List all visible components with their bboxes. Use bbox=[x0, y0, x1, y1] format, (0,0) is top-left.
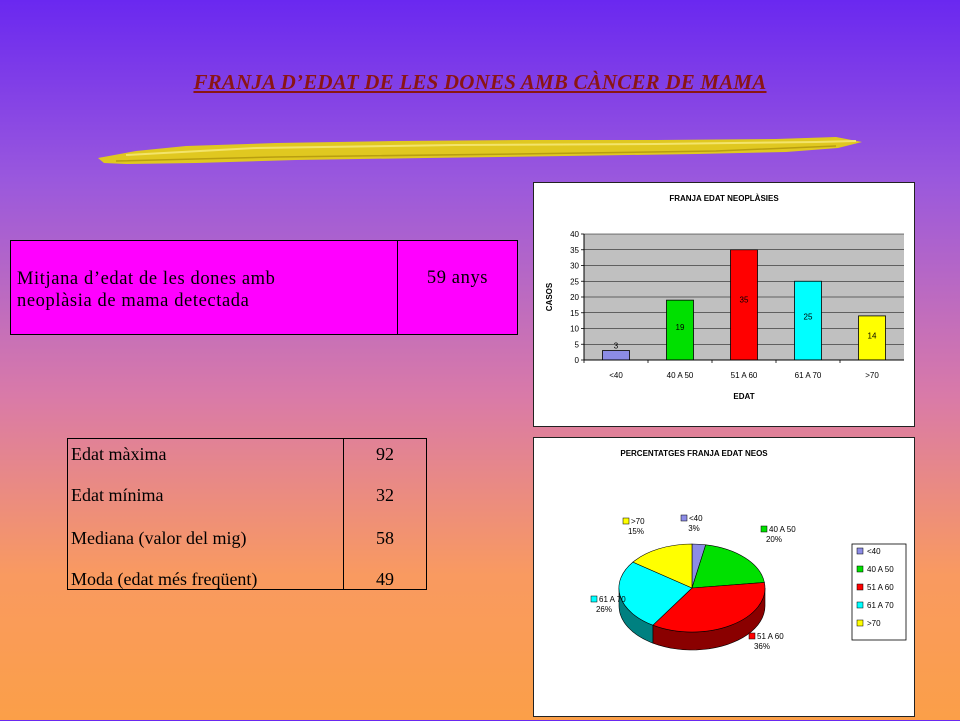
pie-label-category: <40 bbox=[689, 514, 703, 523]
table-row bbox=[68, 444, 426, 466]
legend-label: 51 A 60 bbox=[867, 583, 894, 592]
y-tick-label: 20 bbox=[570, 293, 579, 302]
mean-age-label-line2: neoplàsia de mama detectada bbox=[17, 291, 250, 311]
age-stats-table bbox=[67, 438, 427, 590]
x-tick-label: 40 A 50 bbox=[666, 371, 694, 380]
bar bbox=[731, 250, 758, 360]
y-tick-label: 40 bbox=[570, 230, 579, 239]
pie-label bbox=[761, 525, 796, 544]
pie-label-percent: 36% bbox=[753, 642, 771, 651]
table-row bbox=[68, 528, 426, 550]
decorative-brush-stroke bbox=[96, 134, 866, 168]
stat-label: Edat màxima bbox=[71, 444, 167, 464]
y-tick-label: 5 bbox=[574, 340, 579, 350]
stat-label: Moda (edat més freqüent) bbox=[71, 569, 258, 589]
y-tick-label: 35 bbox=[570, 245, 579, 255]
data-label: 3 bbox=[613, 341, 619, 351]
pie-label bbox=[681, 514, 703, 533]
y-tick-label: 0 bbox=[574, 356, 579, 365]
pie-label-percent: 20% bbox=[765, 535, 783, 544]
data-label: 35 bbox=[739, 295, 749, 305]
pie-label-swatch bbox=[623, 518, 629, 524]
pie-label-swatch bbox=[761, 526, 767, 532]
pie-label-swatch bbox=[749, 633, 755, 639]
legend-label: 61 A 70 bbox=[867, 601, 894, 610]
y-tick-label: 30 bbox=[570, 261, 579, 271]
bar bbox=[603, 351, 630, 360]
stat-value: 32 bbox=[376, 485, 394, 505]
mean-age-value: 59 anys bbox=[426, 268, 489, 288]
data-label: 25 bbox=[803, 312, 813, 322]
pie-label-swatch bbox=[591, 596, 597, 602]
legend-label: >70 bbox=[867, 619, 881, 628]
stat-label: Edat mínima bbox=[71, 485, 164, 505]
pie-label-percent: 15% bbox=[627, 527, 645, 536]
data-label: 19 bbox=[675, 323, 685, 333]
legend-label: 40 A 50 bbox=[867, 565, 894, 574]
stat-label: Mediana (valor del mig) bbox=[71, 528, 247, 548]
page-title: FRANJA D’EDAT DE LES DONES AMB CÀNCER DE MAMA bbox=[193, 70, 767, 94]
x-tick-label: 61 A 70 bbox=[794, 371, 822, 380]
pie-label bbox=[623, 517, 645, 536]
legend-swatch bbox=[857, 548, 863, 554]
stat-value: 92 bbox=[376, 444, 394, 464]
y-tick-label: 25 bbox=[570, 277, 579, 287]
legend-swatch bbox=[857, 566, 863, 572]
pie-chart-title: PERCENTATGES FRANJA EDAT NEOS bbox=[620, 449, 768, 458]
y-tick-label: 15 bbox=[570, 308, 579, 318]
x-tick-label: 51 A 60 bbox=[730, 371, 758, 380]
bar-chart bbox=[534, 183, 914, 426]
legend-swatch bbox=[857, 620, 863, 626]
table-row bbox=[68, 569, 426, 591]
x-axis-label: EDAT bbox=[733, 392, 755, 401]
bar-chart-title: FRANJA EDAT NEOPLÀSIES bbox=[669, 194, 779, 203]
legend-swatch bbox=[857, 584, 863, 590]
mean-age-label-line1: Mitjana d’edat de les dones amb bbox=[17, 269, 276, 289]
y-axis-label: CASOS bbox=[545, 282, 554, 312]
stat-value: 49 bbox=[376, 569, 394, 589]
mean-age-box bbox=[10, 240, 518, 335]
pie-chart-panel bbox=[533, 437, 915, 717]
pie-label-category: 40 A 50 bbox=[769, 525, 796, 534]
pie-chart bbox=[534, 438, 914, 716]
pie-label-percent: 3% bbox=[688, 524, 700, 533]
x-tick-label: >70 bbox=[865, 371, 879, 380]
bar-chart-panel bbox=[533, 182, 915, 427]
mean-age-label bbox=[17, 268, 397, 312]
y-tick-label: 10 bbox=[570, 324, 579, 334]
stat-value: 58 bbox=[376, 528, 394, 548]
pie-label bbox=[749, 632, 784, 651]
data-label: 14 bbox=[867, 331, 877, 341]
pie-label-category: >70 bbox=[631, 517, 645, 526]
pie-label-category: 61 A 70 bbox=[599, 595, 626, 604]
pie-label-category: 51 A 60 bbox=[757, 632, 784, 641]
legend-label: <40 bbox=[867, 547, 881, 556]
x-tick-label: <40 bbox=[609, 371, 623, 380]
table-row bbox=[68, 485, 426, 507]
pie-label-percent: 26% bbox=[595, 605, 613, 614]
legend-swatch bbox=[857, 602, 863, 608]
pie-label-swatch bbox=[681, 515, 687, 521]
